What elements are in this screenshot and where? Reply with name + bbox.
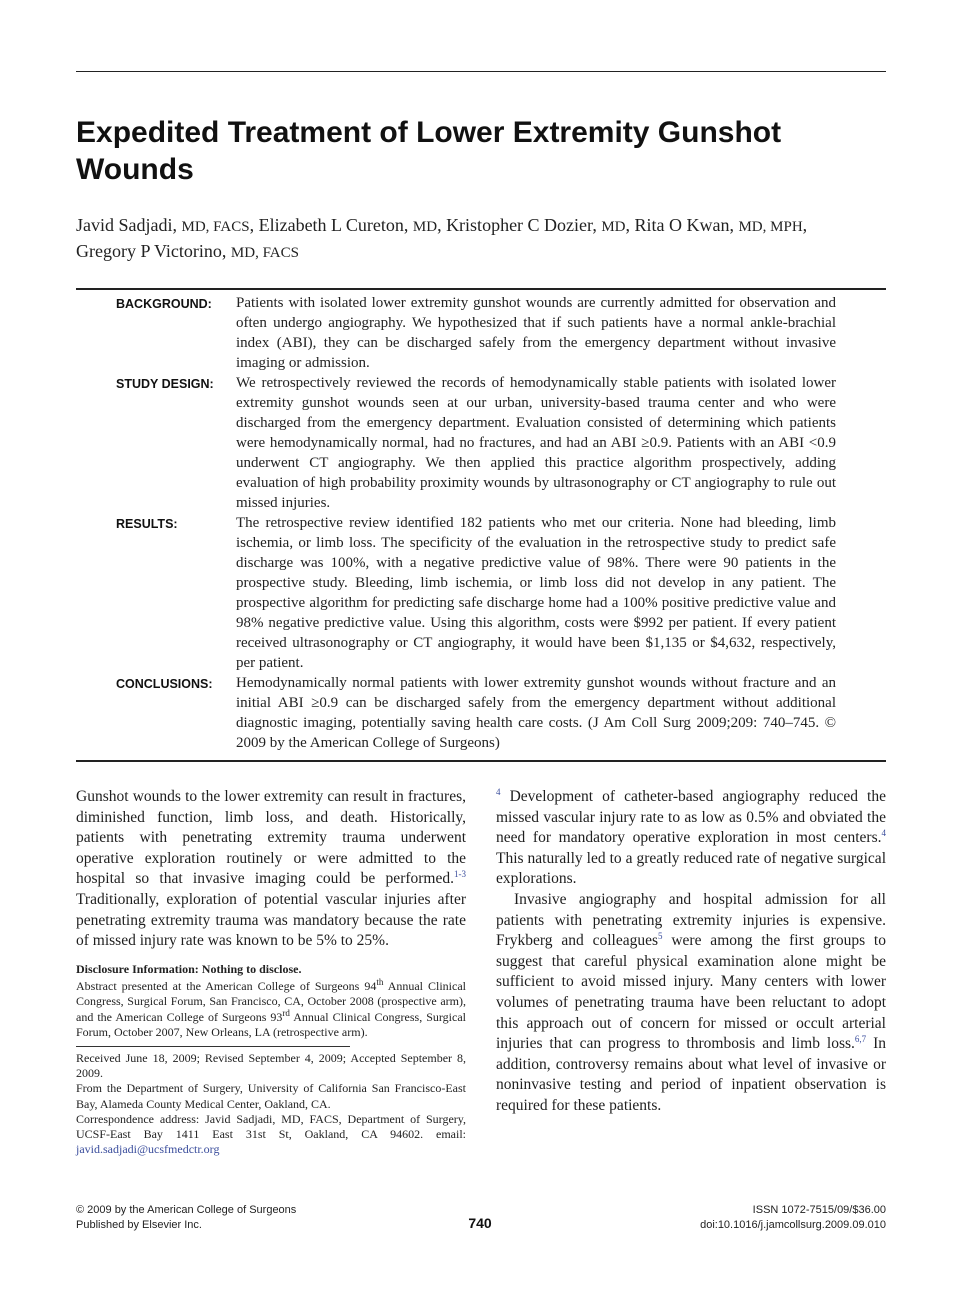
page-number: 740 — [468, 1215, 492, 1231]
body-paragraph — [76, 787, 466, 952]
abstract-text: Hemodynamically normal patients with lower extremity gunshot wounds without fracture and an initial ABI ≥0.9 can be discharged safely from the emergency department without additional diagnostic imaging, potentially saving health care costs. (J Am Coll Surg 2009;209: 740–745. © 2009 by the American College of Surgeons) — [236, 675, 836, 751]
footnote-text: Annual Clinical Congress, Surgical Forum, October 2007, New Orleans, LA (retrospective arm). — [76, 1009, 466, 1039]
body-text: In addition, controversy remains about what level of invasive or noninvasive testing and period of inpatient observation is required for these patients. — [496, 1035, 887, 1114]
abstract-conclusions — [116, 673, 836, 753]
issn-line: ISSN 1072-7515/09/$36.00 — [752, 1204, 886, 1216]
header-rule — [76, 71, 886, 72]
author-name: Kristopher C Dozier — [446, 215, 593, 235]
footnote-rule — [76, 1046, 350, 1047]
abstract-label: CONCLUSIONS: — [116, 677, 213, 691]
abstract-text: We retrospectively reviewed the records of hemodynamically stable patients with isolated lower extremity gunshot wounds seen at our urban, university-based trauma center and who were discharged from the emergency department. Evaluation consisted of determining which patients were hemodynamically normal, had no fractures, and had an ABI ≥0.9. Patients with an ABI <0.9 underwent CT angiography. We then applied this practice algorithm prospectively, adding evaluation of high probability proximity wounds by ultrasonography or CT angiography to rule out missed injuries. — [236, 375, 836, 511]
publisher-line: Published by Elsevier Inc. — [76, 1219, 202, 1231]
citation-ref[interactable]: 6,7 — [854, 1033, 867, 1044]
body-paragraph — [496, 890, 886, 1117]
abstract-bottom-rule — [76, 760, 886, 762]
abstract-background — [116, 293, 836, 373]
author-name: Javid Sadjadi — [76, 215, 173, 235]
copyright-line: © 2009 by the American College of Surgeons — [76, 1204, 297, 1216]
superscript: rd — [282, 1007, 290, 1018]
received-note: Received June 18, 2009; Revised September 4, 2009; Accepted September 8, 2009. — [76, 1051, 466, 1081]
footnote-text: Correspondence address: Javid Sadjadi, MD, FACS, Department of Surgery, UCSF-East Bay 1411 East 31st St, Oakland, CA 94602. email: — [76, 1111, 466, 1142]
abstract-label: BACKGROUND: — [116, 297, 212, 311]
author-name: Rita O Kwan — [634, 215, 730, 235]
article-title: Expedited Treatment of Lower Extremity Gunshot Wounds — [76, 116, 782, 186]
abstract-label: RESULTS: — [116, 517, 178, 531]
author-name: Gregory P Victorino — [76, 241, 222, 261]
abstract-label: STUDY DESIGN: — [116, 377, 214, 391]
body-text: Development of catheter-based angiography reduced the missed vascular injury rate to as low as 0.5% and obviated the need for mandatory operative exploration in most centers. — [496, 788, 886, 847]
abstract-study-design — [116, 373, 836, 513]
body-column-right — [496, 787, 886, 1117]
abstract-top-rule — [76, 288, 886, 290]
doi-line[interactable]: doi:10.1016/j.jamcollsurg.2009.09.010 — [700, 1219, 886, 1231]
citation-ref[interactable]: 5 — [658, 931, 663, 941]
body-text: Gunshot wounds to the lower extremity can result in fractures, diminished function, limb loss, and death. Historically, patients with penetrating extremity trauma underwent operative exploration routinely or were admitted to the hospital so that invasive imaging could be performed. — [76, 788, 466, 888]
abstract-text: The retrospective review identified 182 patients who met our criteria. None had bleeding, limb ischemia, or limb loss. The specificity of the evaluation in the retrospective study to predict safe discharge was 100%, with a negative predictive value of 98%. There were 90 patients in the prospective study. Bleeding, limb ischemia, or limb loss did not develop in any patient. The prospective algorithm for predicting safe discharge home had a 100% positive predictive value and 98% negative predictive value. Using this algorithm, costs were $992 per patient. If every patient received ultrasonography or CT angiography, it would have been $1,135 or $4,632, respectively, per patient. — [236, 515, 836, 671]
footnotes — [76, 962, 466, 1157]
abstract-text: Patients with isolated lower extremity gunshot wounds are currently admitted for observation and often undergo angiography. We hypothesized that if such patients have a normal ankle-brachial index (ABI), they can be discharged safely from the emergency department without invasive imaging or admission. — [236, 295, 836, 371]
footnote-text: Annual Clinical Congress, Surgical Forum, San Francisco, CA, October 2008 (prospective arm), and the American College of Surgeons 93 — [76, 979, 467, 1024]
author-degrees: MD — [412, 219, 438, 235]
abstract — [116, 293, 836, 753]
correspondence-note — [76, 1112, 466, 1158]
body-text: Traditionally, exploration of potential vascular injuries after penetrating extremity trauma was mandatory because the rate of missed injury rate was known to be 5% to 25%. — [76, 890, 466, 950]
email-link[interactable]: javid.sadjadi@ucsfmedctr.org — [76, 1142, 220, 1157]
disclosure-note: Disclosure Information: Nothing to disclose. — [76, 962, 302, 976]
citation-ref[interactable]: 4 — [881, 828, 886, 839]
footnote-text: Abstract presented at the American College of Surgeons 94 — [76, 979, 377, 994]
body-text: This naturally led to a greatly reduced rate of negative surgical explorations. — [496, 849, 886, 888]
author-degrees: MD, MPH — [738, 219, 803, 235]
citation-ref[interactable]: 1-3 — [454, 869, 466, 880]
author-degrees: MD, FACS — [181, 219, 250, 235]
abstract-results — [116, 513, 836, 673]
superscript: th — [376, 977, 384, 988]
body-text: were among the first groups to suggest that careful physical examination alone might be sufficient to avoid missed injury. Many centers with lower volumes of penetrating trauma have been reluctant to adopt this approach out of concern for missed or occult arterial injuries that can progress to thrombosis and limb loss. — [496, 932, 886, 1053]
author-degrees: MD — [601, 219, 626, 235]
presentation-note — [76, 979, 466, 1040]
citation-ref[interactable]: 4 — [496, 786, 501, 797]
body-paragraph — [496, 787, 886, 890]
author-list: Javid Sadjadi, MD, FACS, Elizabeth L Cureton, MD, Kristopher C Dozier, MD, Rita O Kwan, MD, MPH, Gregory P Victorino, MD, FACS — [76, 215, 808, 261]
body-text: Invasive angiography and hospital admission for all patients with penetrating extremity injuries is expensive. Frykberg and colleagues — [496, 890, 886, 950]
affiliation-note: From the Department of Surgery, University of California San Francisco-East Bay, Alameda County Medical Center, Oakland, CA. — [76, 1081, 466, 1111]
footer-right — [700, 1203, 886, 1233]
author-name: Elizabeth L Cureton — [258, 215, 404, 235]
body-column-left — [76, 787, 466, 952]
author-degrees: MD, FACS — [230, 245, 299, 261]
